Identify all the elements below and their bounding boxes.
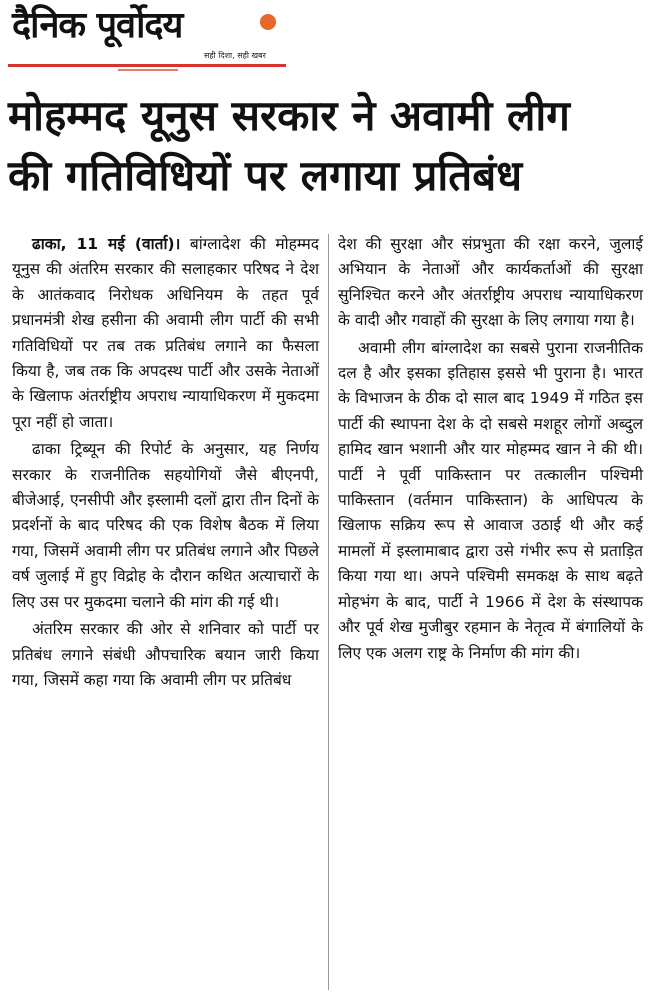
article-paragraph: ढाका ट्रिब्यून की रिपोर्ट के अनुसार, यह निर्णय सरकार के राजनीतिक सहयोगियों जैसे बीएनपी, बीजेआई, एनसीपी और इस्लामी दलों द्वारा तीन दिनों के प्रदर्शनों के बाद परिषद की एक विशेष बैठक में लिया गया, जिसमें अवामी लीग पर प्रतिबंध लगाने और पिछले वर्ष जुलाई में हुए विद्रोह के दौरान कथित अत्याचारों के लिए उस पर मुकदमा चलाने की मांग की गई थी। xyxy=(12,440,319,611)
masthead-tagline: सही दिशा, सही खबर xyxy=(204,51,266,60)
newspaper-logo: दैनिक पूर्वोदय xyxy=(12,5,183,46)
article-paragraph: देश की सुरक्षा और संप्रभुता की रक्षा करने, जुलाई अभियान के नेताओं और कार्यकर्ताओं की सुरक्षा सुनिश्चित करने और अंतर्राष्ट्रीय अपराध न्यायाधिकरण के वादी और गवाहों की सुरक्षा के लिए लगाया गया है। xyxy=(338,235,643,330)
headline xyxy=(8,86,644,206)
article-paragraph: अंतरिम सरकार की ओर से शनिवार को पार्टी पर प्रतिबंध लगाने संबंधी औपचारिक बयान जारी किया गया, जिसमें कहा गया कि अवामी लीग पर प्रतिबंध xyxy=(12,620,319,689)
article-column-right xyxy=(338,232,643,666)
article-paragraph xyxy=(12,232,319,435)
logo-dot-icon xyxy=(260,14,276,30)
article-column-left xyxy=(12,232,319,693)
headline-line-2: की गतिविधियों पर लगाया प्रतिबंध xyxy=(8,151,523,200)
column-divider xyxy=(328,234,329,990)
masthead-subrule xyxy=(118,69,178,71)
dateline: ढाका, 11 मई (वार्ता)। xyxy=(32,235,181,253)
article-paragraph: अवामी लीग बांग्लादेश का सबसे पुराना राजनीतिक दल है और इसका इतिहास इससे भी पुराना है। भारत के विभाजन के ठीक दो साल बाद 1949 में गठित इस पार्टी की स्थापना देश के दो सबसे मशहूर लोगों अब्दुल हामिद खान भशानी और यार मोहम्मद खान ने की थी। पार्टी ने पूर्वी पाकिस्तान पर तत्कालीन पश्चिमी पाकिस्तान (वर्तमान पाकिस्तान) के आधिपत्य के खिलाफ सक्रिय रूप से आवाज उठाई थी और कई मामलों में इस्लामाबाद द्वारा उसे गंभीर रूप से प्रताड़ित किया गया था। अपने पश्चिमी समकक्ष के साथ बढ़ते मोहभंग के बाद, पार्टी ने 1966 में देश के संस्थापक और पूर्व शेख मुजीबुर रहमान के नेतृत्व में बंगालियों के लिए एक अलग राष्ट्र के निर्माण की मांग की। xyxy=(338,338,643,662)
masthead-rule xyxy=(8,64,286,67)
masthead xyxy=(8,2,288,76)
headline-line-1: मोहम्मद यूनुस सरकार ने अवामी लीग xyxy=(8,91,570,140)
paragraph-text: बांग्लादेश की मोहम्मद यूनुस की अंतरिम सरकार की सलाहकार परिषद ने देश के आतंकवाद निरोधक अधिनियम के तहत पूर्व प्रधानमंत्री शेख हसीना की अवामी लीग पार्टी की सभी गतिविधियों पर तब तक प्रतिबंध लगाने का फैसला किया है, जब तक कि अपदस्थ पार्टी और उसके नेताओं के खिलाफ अंतर्राष्ट्रीय अपराध न्यायाधिकरण में मुकदमा पूरा नहीं हो जाता। xyxy=(12,235,319,431)
